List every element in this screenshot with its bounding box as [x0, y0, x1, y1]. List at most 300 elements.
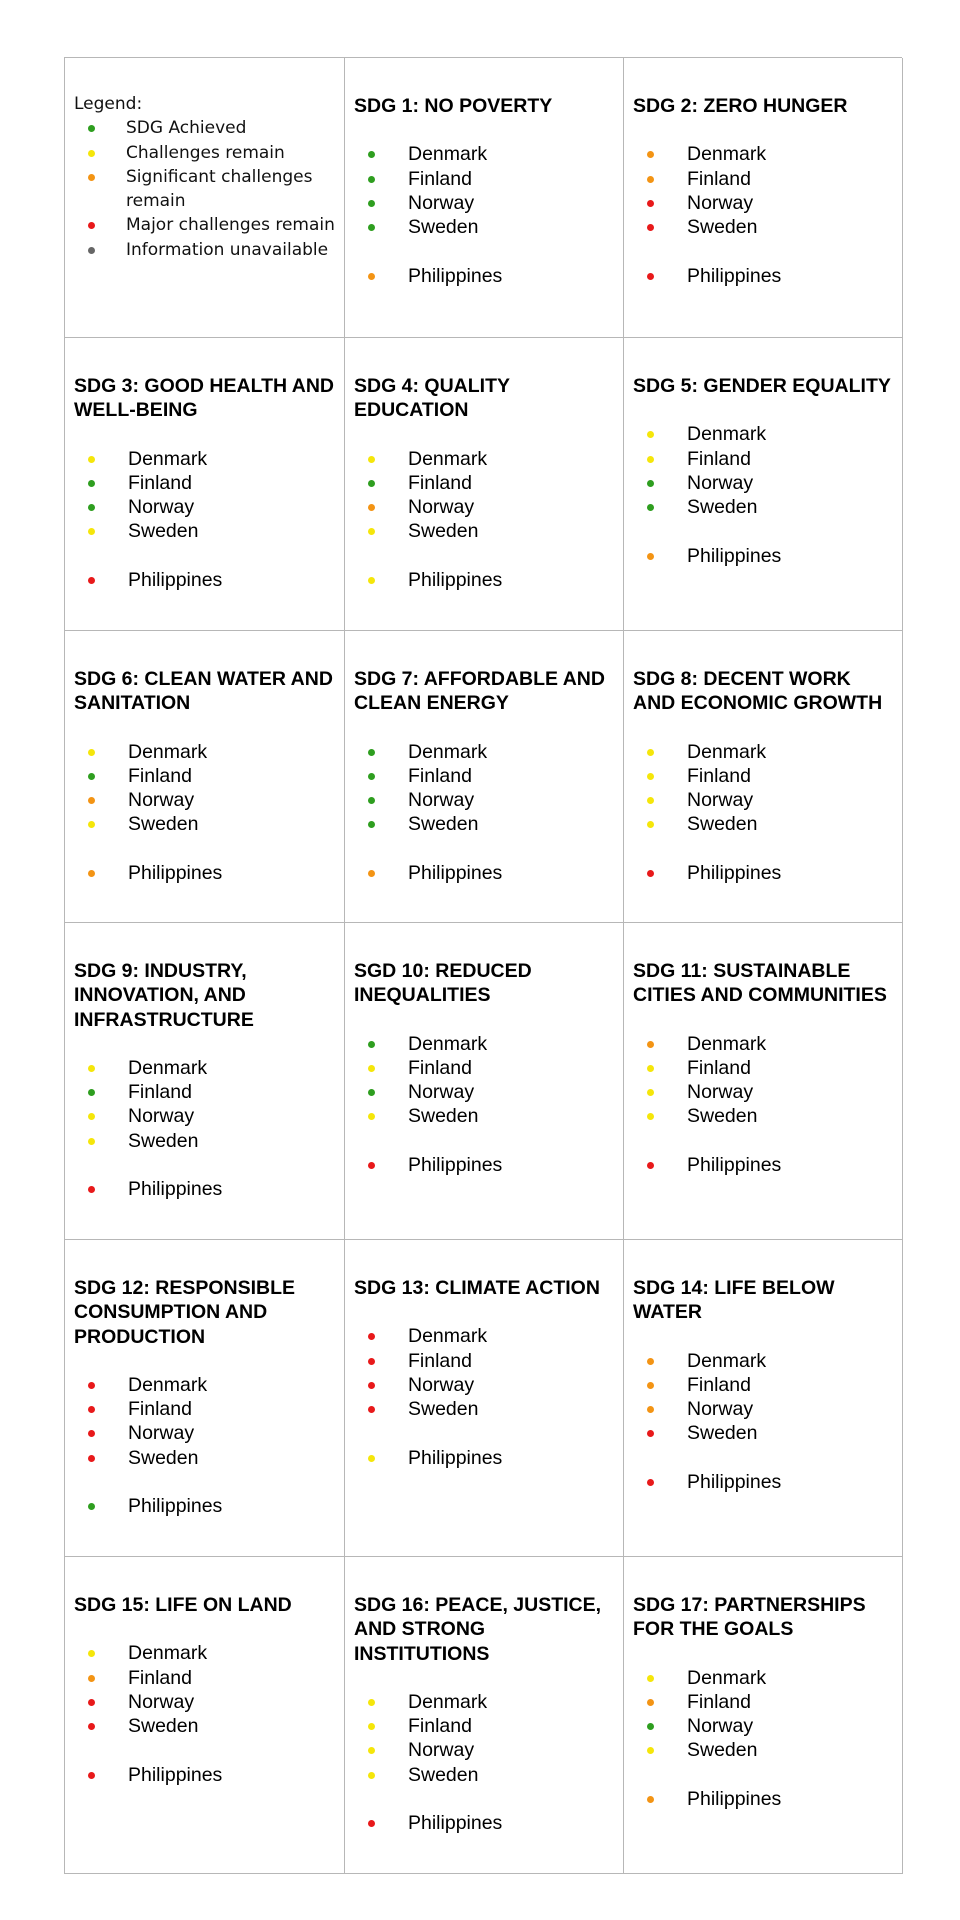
country-name: Sweden [408, 1398, 479, 1421]
country-item-sweden [74, 1446, 336, 1470]
sdg-cell [624, 631, 903, 923]
country-item-philippines [74, 1177, 336, 1201]
country-item-norway [74, 1421, 336, 1445]
status-dot-icon [647, 1406, 654, 1413]
status-dot-icon [647, 176, 654, 183]
sdg-title: SDG 11: SUSTAINABLE CITIES AND COMMUNITIES [633, 960, 887, 1007]
country-item-philippines [354, 1811, 615, 1835]
status-dot-icon [368, 821, 375, 828]
country-item-norway [74, 1690, 336, 1714]
country-item-denmark [633, 1032, 894, 1056]
country-name: Philippines [408, 862, 503, 885]
country-name: Denmark [687, 1032, 767, 1055]
status-dot-icon [368, 200, 375, 207]
country-name: Sweden [687, 813, 758, 836]
country-item-finland [354, 167, 615, 191]
status-dot-icon [647, 1723, 654, 1730]
sdg-cell [624, 1240, 903, 1557]
country-item-philippines [74, 1763, 336, 1787]
country-item-denmark [74, 1373, 336, 1397]
country-name: Denmark [408, 1325, 488, 1348]
country-list [74, 1641, 336, 1787]
country-name: Norway [408, 1081, 475, 1104]
status-dot-icon [368, 1820, 375, 1827]
status-dot-icon [647, 1747, 654, 1754]
status-dot-icon [368, 1162, 375, 1169]
country-item-norway [633, 1714, 894, 1738]
country-item-norway [633, 191, 894, 215]
legend-item-label: SDG Achieved [126, 118, 247, 139]
status-dot-icon [647, 773, 654, 780]
country-item-sweden [74, 1714, 336, 1738]
country-item-sweden [633, 215, 894, 239]
country-name: Philippines [128, 569, 223, 592]
sdg-title: SDG 5: GENDER EQUALITY [633, 375, 891, 397]
country-item-denmark [633, 142, 894, 166]
country-item-sweden [633, 812, 894, 836]
country-item-denmark [354, 447, 615, 471]
status-dot-icon [368, 456, 375, 463]
country-name: Finland [128, 764, 192, 787]
country-name: Finland [408, 764, 472, 787]
country-item-philippines [354, 1153, 615, 1177]
country-name: Finland [128, 1398, 192, 1421]
country-item-norway [354, 788, 615, 812]
status-dot-icon [647, 1430, 654, 1437]
sdg-cell [624, 338, 903, 631]
status-dot-icon [88, 222, 95, 229]
country-item-finland [74, 471, 336, 495]
country-name: Denmark [128, 740, 208, 763]
status-dot-icon [647, 1089, 654, 1096]
legend-item-achieved [74, 116, 336, 140]
country-name: Sweden [687, 496, 758, 519]
country-name: Denmark [128, 1056, 208, 1079]
country-item-denmark [74, 447, 336, 471]
country-name: Finland [408, 1715, 472, 1738]
status-dot-icon [368, 1406, 375, 1413]
country-list [633, 1032, 894, 1178]
status-dot-icon [368, 504, 375, 511]
country-name: Finland [687, 764, 751, 787]
country-item-norway [74, 495, 336, 519]
country-item-finland [633, 447, 894, 471]
status-dot-icon [368, 1041, 375, 1048]
status-dot-icon [647, 1162, 654, 1169]
country-name: Denmark [408, 740, 488, 763]
country-list [354, 1324, 615, 1470]
country-item-philippines [633, 861, 894, 885]
status-dot-icon [647, 1382, 654, 1389]
country-item-finland [74, 1080, 336, 1104]
country-name: Finland [687, 1373, 751, 1396]
country-item-norway [633, 471, 894, 495]
status-dot-icon [368, 1723, 375, 1730]
country-item-sweden [74, 812, 336, 836]
legend-item-major [74, 213, 336, 237]
status-dot-icon [88, 1723, 95, 1730]
status-dot-icon [647, 224, 654, 231]
legend-title: Legend: [74, 94, 143, 114]
sdg-status-table [64, 57, 902, 1874]
sdg-title: SDG 3: GOOD HEALTH AND WELL-BEING [74, 375, 335, 422]
country-item-denmark [354, 1690, 615, 1714]
country-item-finland [633, 1373, 894, 1397]
country-name: Norway [687, 1715, 754, 1738]
country-name: Norway [408, 789, 475, 812]
country-item-philippines [354, 861, 615, 885]
country-name: Philippines [408, 264, 503, 287]
country-item-denmark [633, 1349, 894, 1373]
country-item-norway [354, 495, 615, 519]
country-name: Denmark [687, 1666, 767, 1689]
sdg-cell [65, 1240, 345, 1557]
country-name: Norway [408, 1373, 475, 1396]
country-name: Norway [687, 789, 754, 812]
country-item-philippines [354, 1446, 615, 1470]
status-dot-icon [88, 1138, 95, 1145]
status-dot-icon [368, 577, 375, 584]
country-list [354, 1690, 615, 1836]
country-item-sweden [633, 1104, 894, 1128]
status-dot-icon [647, 1041, 654, 1048]
status-dot-icon [88, 247, 95, 254]
status-dot-icon [368, 749, 375, 756]
country-list [74, 1056, 336, 1202]
country-name: Norway [687, 1081, 754, 1104]
status-dot-icon [88, 749, 95, 756]
country-name: Philippines [408, 1812, 503, 1835]
status-dot-icon [647, 504, 654, 511]
country-item-finland [74, 1666, 336, 1690]
country-item-philippines [74, 861, 336, 885]
sdg-title: SDG 1: NO POVERTY [354, 95, 553, 117]
country-item-philippines [74, 1494, 336, 1518]
status-dot-icon [647, 749, 654, 756]
status-dot-icon [647, 821, 654, 828]
country-item-norway [633, 788, 894, 812]
status-dot-icon [368, 1772, 375, 1779]
country-name: Finland [128, 1666, 192, 1689]
sdg-title: SDG 17: PARTNERSHIPS FOR THE GOALS [633, 1594, 866, 1641]
sdg-title: SDG 2: ZERO HUNGER [633, 95, 848, 117]
country-name: Norway [128, 1690, 195, 1713]
sdg-title: SDG 16: PEACE, JUSTICE, AND STRONG INSTITUTIONS [354, 1594, 602, 1665]
country-name: Sweden [128, 520, 199, 543]
sdg-title: SDG 6: CLEAN WATER AND SANITATION [74, 668, 333, 715]
country-name: Sweden [128, 1446, 199, 1469]
status-dot-icon [88, 1406, 95, 1413]
status-dot-icon [647, 1479, 654, 1486]
country-name: Finland [128, 1081, 192, 1104]
country-item-denmark [354, 1032, 615, 1056]
status-dot-icon [88, 150, 95, 157]
status-dot-icon [88, 1772, 95, 1779]
country-item-finland [74, 764, 336, 788]
country-name: Philippines [408, 569, 503, 592]
country-name: Denmark [128, 1642, 208, 1665]
country-item-norway [354, 1738, 615, 1762]
status-dot-icon [368, 773, 375, 780]
sdg-cell [65, 923, 345, 1240]
country-name: Finland [128, 471, 192, 494]
country-item-finland [354, 1714, 615, 1738]
country-list [74, 740, 336, 886]
country-item-denmark [74, 740, 336, 764]
country-item-finland [633, 1056, 894, 1080]
status-dot-icon [647, 1796, 654, 1803]
country-list [354, 740, 615, 886]
status-dot-icon [647, 1675, 654, 1682]
country-item-sweden [633, 495, 894, 519]
country-name: Finland [687, 447, 751, 470]
status-dot-icon [88, 1699, 95, 1706]
status-dot-icon [368, 1699, 375, 1706]
country-item-norway [633, 1080, 894, 1104]
status-dot-icon [88, 1089, 95, 1096]
sdg-title: SDG 8: DECENT WORK AND ECONOMIC GROWTH [633, 668, 883, 715]
legend-item-unavailable [74, 238, 336, 262]
country-name: Finland [408, 471, 472, 494]
legend-item-label: Significant challenges remain [126, 166, 313, 212]
status-dot-icon [88, 125, 95, 132]
country-item-finland [74, 1397, 336, 1421]
country-name: Sweden [128, 1715, 199, 1738]
status-dot-icon [88, 528, 95, 535]
status-dot-icon [647, 480, 654, 487]
status-dot-icon [88, 1675, 95, 1682]
status-dot-icon [88, 773, 95, 780]
status-dot-icon [368, 1089, 375, 1096]
country-name: Denmark [408, 1032, 488, 1055]
country-name: Sweden [408, 520, 479, 543]
country-item-norway [633, 1397, 894, 1421]
country-item-denmark [74, 1056, 336, 1080]
status-dot-icon [368, 1065, 375, 1072]
status-dot-icon [368, 480, 375, 487]
country-item-sweden [354, 812, 615, 836]
status-dot-icon [88, 1503, 95, 1510]
sdg-cell [624, 58, 903, 338]
sdg-title: SDG 7: AFFORDABLE AND CLEAN ENERGY [354, 668, 605, 715]
country-name: Norway [128, 1422, 195, 1445]
country-name: Sweden [128, 1129, 199, 1152]
country-name: Philippines [408, 1154, 503, 1177]
country-item-sweden [354, 1763, 615, 1787]
country-list [633, 740, 894, 886]
country-name: Sweden [687, 1105, 758, 1128]
status-dot-icon [88, 504, 95, 511]
status-dot-icon [368, 151, 375, 158]
country-name: Sweden [687, 1739, 758, 1762]
status-dot-icon [368, 224, 375, 231]
status-dot-icon [368, 1358, 375, 1365]
sdg-cell [345, 58, 624, 338]
country-item-sweden [633, 1738, 894, 1762]
country-item-denmark [354, 1324, 615, 1348]
country-name: Sweden [408, 813, 479, 836]
country-item-philippines [74, 568, 336, 592]
sdg-cell [65, 338, 345, 631]
country-item-philippines [633, 544, 894, 568]
country-name: Finland [408, 1349, 472, 1372]
country-name: Finland [408, 1056, 472, 1079]
status-dot-icon [88, 821, 95, 828]
country-name: Norway [687, 191, 754, 214]
country-item-denmark [633, 422, 894, 446]
sdg-title: SDG 12: RESPONSIBLE CONSUMPTION AND PRODUCTION [74, 1277, 296, 1348]
country-item-sweden [354, 1397, 615, 1421]
country-name: Norway [128, 789, 195, 812]
country-item-finland [633, 764, 894, 788]
country-name: Finland [687, 1690, 751, 1713]
status-dot-icon [368, 1333, 375, 1340]
country-list [633, 1666, 894, 1812]
legend-cell [65, 58, 345, 338]
sdg-cell [345, 1557, 624, 1874]
country-name: Sweden [408, 1105, 479, 1128]
country-name: Sweden [687, 216, 758, 239]
country-item-finland [354, 764, 615, 788]
status-dot-icon [647, 431, 654, 438]
country-list [633, 142, 894, 288]
status-dot-icon [647, 1699, 654, 1706]
status-dot-icon [647, 1065, 654, 1072]
status-dot-icon [368, 797, 375, 804]
country-name: Norway [408, 496, 475, 519]
country-item-finland [633, 167, 894, 191]
country-item-philippines [354, 264, 615, 288]
status-dot-icon [88, 577, 95, 584]
country-name: Philippines [128, 862, 223, 885]
country-name: Denmark [687, 1349, 767, 1372]
status-dot-icon [88, 870, 95, 877]
status-dot-icon [647, 1358, 654, 1365]
country-name: Denmark [408, 447, 488, 470]
country-list [633, 1349, 894, 1495]
country-item-finland [354, 1056, 615, 1080]
country-item-denmark [74, 1641, 336, 1665]
country-name: Philippines [687, 1471, 782, 1494]
status-dot-icon [368, 273, 375, 280]
country-name: Finland [408, 167, 472, 190]
status-dot-icon [647, 1113, 654, 1120]
country-item-norway [354, 1080, 615, 1104]
status-dot-icon [88, 1382, 95, 1389]
status-dot-icon [368, 176, 375, 183]
status-dot-icon [647, 553, 654, 560]
country-name: Philippines [128, 1495, 223, 1518]
country-item-philippines [633, 1470, 894, 1494]
sdg-title: SDG 9: INDUSTRY, INNOVATION, AND INFRASTRUCTURE [74, 960, 254, 1031]
status-dot-icon [647, 797, 654, 804]
country-item-philippines [633, 264, 894, 288]
country-item-norway [74, 788, 336, 812]
country-name: Norway [128, 496, 195, 519]
sdg-title: SDG 4: QUALITY EDUCATION [354, 375, 510, 422]
country-name: Norway [128, 1105, 195, 1128]
legend-item-label: Major challenges remain [126, 215, 335, 236]
country-list [354, 142, 615, 288]
status-dot-icon [647, 200, 654, 207]
legend-item-challenges [74, 141, 336, 165]
status-dot-icon [88, 1186, 95, 1193]
country-name: Philippines [687, 1788, 782, 1811]
country-name: Philippines [687, 264, 782, 287]
country-name: Denmark [408, 143, 488, 166]
sdg-title: SGD 10: REDUCED INEQUALITIES [354, 960, 532, 1007]
country-list [74, 1373, 336, 1519]
country-item-philippines [633, 1787, 894, 1811]
sdg-title: SDG 14: LIFE BELOW WATER [633, 1277, 835, 1324]
status-dot-icon [88, 1650, 95, 1657]
country-list [354, 447, 615, 593]
country-name: Denmark [128, 447, 208, 470]
country-name: Philippines [687, 862, 782, 885]
sdg-cell [345, 631, 624, 923]
country-name: Sweden [408, 1763, 479, 1786]
sdg-cell [345, 1240, 624, 1557]
country-item-finland [354, 471, 615, 495]
country-name: Denmark [687, 423, 767, 446]
country-name: Sweden [687, 1422, 758, 1445]
sdg-cell [345, 338, 624, 631]
country-list [633, 422, 894, 568]
status-dot-icon [88, 456, 95, 463]
country-name: Finland [687, 1056, 751, 1079]
sdg-title: SDG 15: LIFE ON LAND [74, 1594, 292, 1616]
country-name: Philippines [408, 1446, 503, 1469]
legend-item-label: Information unavailable [126, 239, 329, 260]
country-name: Denmark [687, 740, 767, 763]
sdg-cell [345, 923, 624, 1240]
sdg-cell [65, 1557, 345, 1874]
country-item-norway [354, 191, 615, 215]
status-dot-icon [88, 1113, 95, 1120]
status-dot-icon [368, 528, 375, 535]
country-item-sweden [354, 1104, 615, 1128]
status-dot-icon [368, 1455, 375, 1462]
country-name: Sweden [128, 813, 199, 836]
country-name: Denmark [408, 1690, 488, 1713]
country-name: Philippines [687, 544, 782, 567]
country-name: Norway [408, 1739, 475, 1762]
country-item-sweden [354, 215, 615, 239]
country-item-norway [354, 1373, 615, 1397]
country-list [74, 447, 336, 593]
legend-list [74, 116, 336, 262]
status-dot-icon [647, 151, 654, 158]
country-name: Finland [687, 167, 751, 190]
country-item-denmark [354, 142, 615, 166]
legend-item-significant [74, 165, 336, 214]
country-item-sweden [633, 1421, 894, 1445]
status-dot-icon [88, 174, 95, 181]
status-dot-icon [647, 870, 654, 877]
status-dot-icon [88, 480, 95, 487]
status-dot-icon [368, 1747, 375, 1754]
country-item-sweden [74, 1129, 336, 1153]
status-dot-icon [88, 797, 95, 804]
status-dot-icon [647, 273, 654, 280]
status-dot-icon [88, 1455, 95, 1462]
country-name: Norway [687, 471, 754, 494]
legend-item-label: Challenges remain [126, 142, 285, 163]
country-item-norway [74, 1104, 336, 1128]
country-item-sweden [354, 519, 615, 543]
sdg-title: SDG 13: CLIMATE ACTION [354, 1277, 600, 1299]
sdg-cell [65, 631, 345, 923]
